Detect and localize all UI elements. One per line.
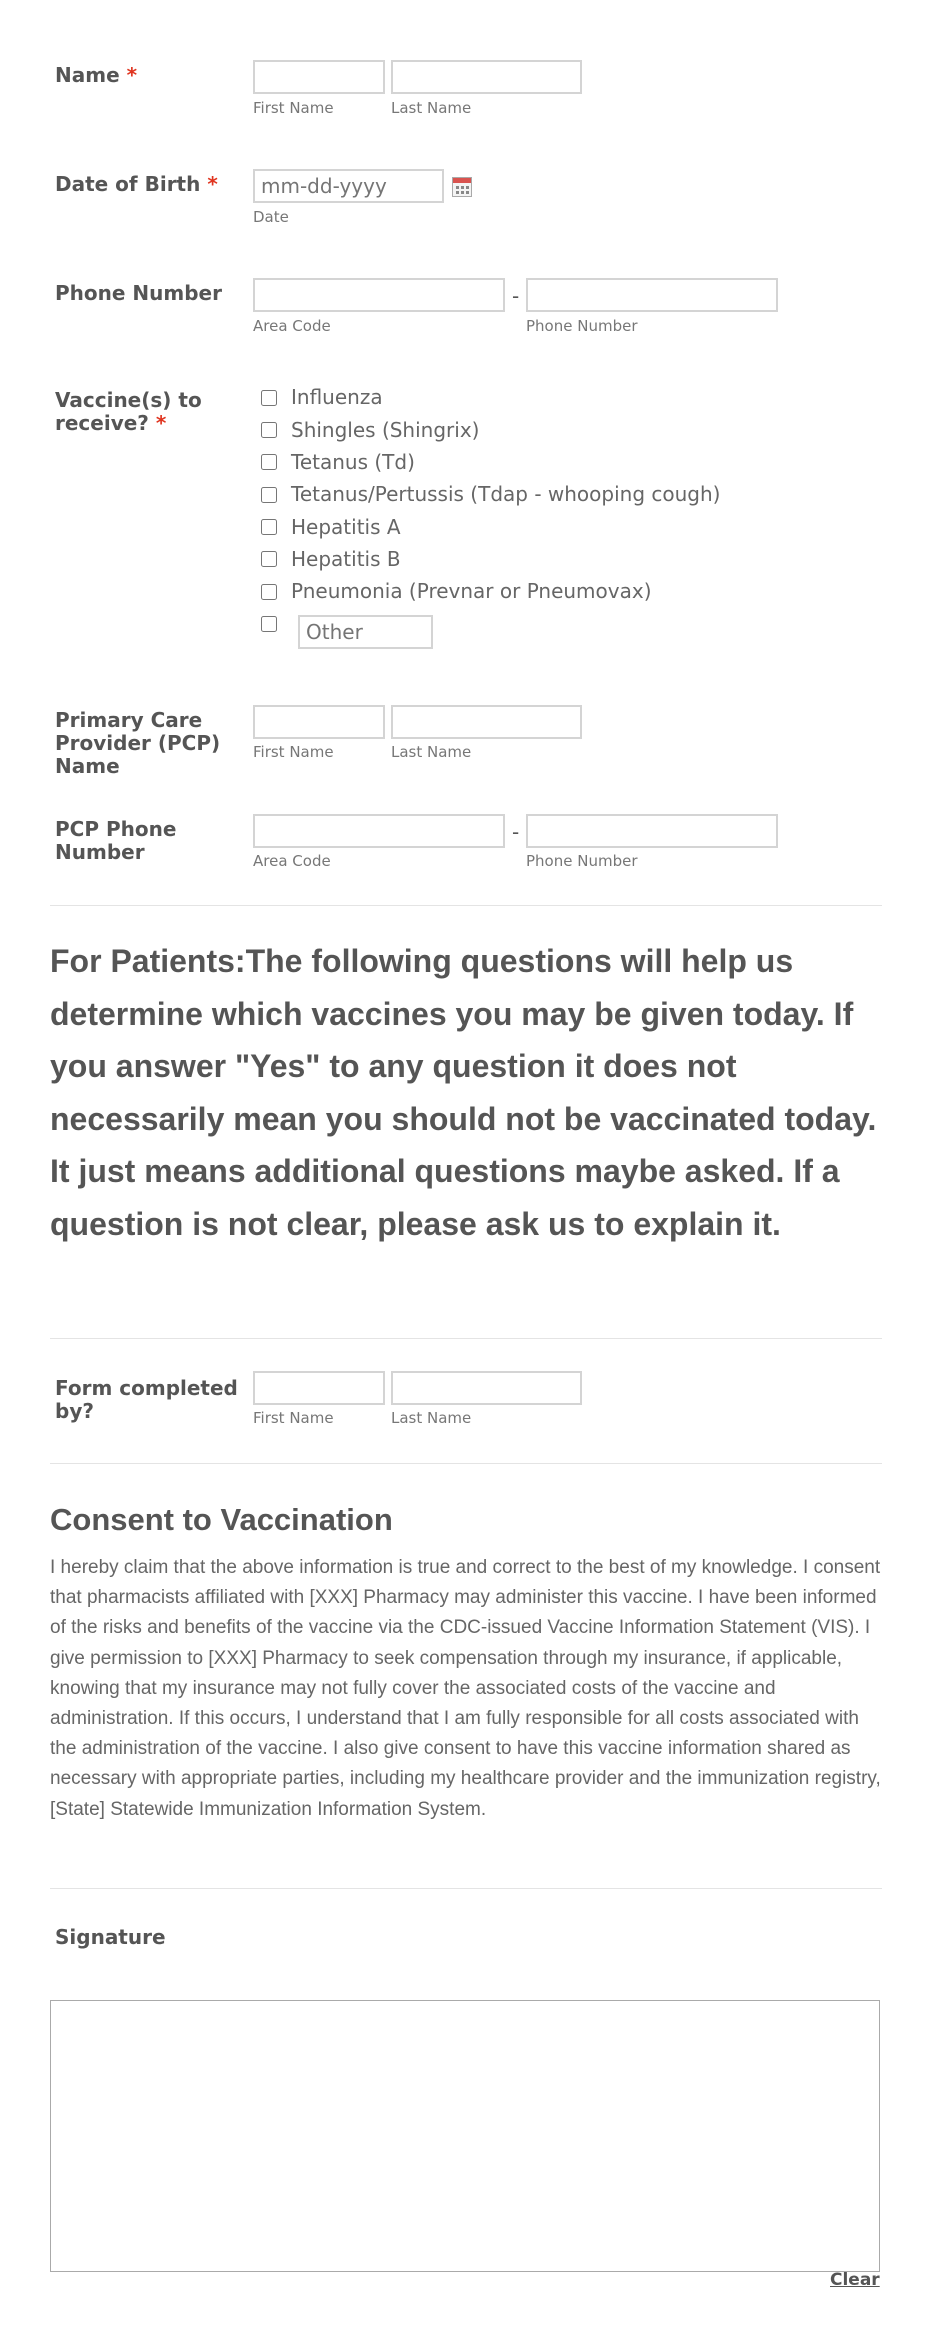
pcp-name-label: Primary Care Provider (PCP) Name: [55, 708, 221, 778]
pcp-last-name-sublabel: Last Name: [391, 743, 472, 761]
pcp-first-name-sublabel: First Name: [253, 743, 334, 761]
last-name-sublabel: Last Name: [391, 99, 472, 117]
area-code-sublabel: Area Code: [253, 317, 331, 335]
dob-input[interactable]: [253, 169, 444, 203]
pcp-first-name-input[interactable]: [253, 705, 385, 739]
pcp-phone-label: PCP Phone Number: [55, 817, 177, 864]
phone-label: Phone Number: [55, 281, 222, 305]
vaccine-checkbox-shingles[interactable]: [261, 422, 277, 438]
vaccine-option-hepatitis-b: Hepatitis B: [291, 547, 401, 571]
first-name-sublabel: First Name: [253, 99, 334, 117]
vaccine-option-shingles: Shingles (Shingrix): [291, 418, 480, 442]
pcp-area-code-input[interactable]: [253, 814, 505, 848]
pcp-last-name-input[interactable]: [391, 705, 582, 739]
completed-by-first-name-input[interactable]: [253, 1371, 385, 1405]
consent-text: I hereby claim that the above information is true and correct to the best of my knowledge. I consent that pharmacists affiliated with [XXX] Pharmacy may administer this vaccine. I have been informed of the risks and benefits of the vaccine via the CDC-issued Vaccine Information Statement (VIS). I give permission to [XXX] Pharmacy to seek compensation through my insurance, if applicable, knowing that my insurance may not fully cover the associated costs of the vaccine and administration. If this occurs, I understand that I am fully responsible for all costs associated with the administration of the vaccine. I also give consent to have this vaccine information shared as necessary with appropriate parties, including my healthcare provider and the immunization registry, [State] Statewide Immunization Information System.: [50, 1557, 881, 1820]
phone-area-code-input[interactable]: [253, 278, 505, 312]
vaccine-option-influenza: Influenza: [291, 385, 383, 409]
vaccine-checkbox-hepatitis-a[interactable]: [261, 519, 277, 535]
vaccine-checkbox-other[interactable]: [261, 616, 277, 632]
dob-sublabel: Date: [253, 208, 289, 226]
vaccine-checkbox-tetanus[interactable]: [261, 454, 277, 470]
calendar-icon[interactable]: [452, 177, 472, 197]
last-name-input[interactable]: [391, 60, 582, 94]
phone-number-sublabel: Phone Number: [526, 317, 638, 335]
signature-label: Signature: [55, 1925, 166, 1949]
vaccine-option-tdap: Tetanus/Pertussis (Tdap - whooping cough): [291, 482, 721, 506]
vaccine-option-tetanus: Tetanus (Td): [291, 450, 415, 474]
required-mark: *: [126, 63, 138, 87]
vaccines-label: Vaccine(s) to receive? *: [55, 388, 202, 435]
vaccine-option-hepatitis-a: Hepatitis A: [291, 515, 401, 539]
required-mark: *: [207, 172, 218, 196]
pcp-phone-number-sublabel: Phone Number: [526, 852, 638, 870]
first-name-input[interactable]: [253, 60, 385, 94]
divider: [50, 1463, 882, 1464]
completed-by-last-name-input[interactable]: [391, 1371, 582, 1405]
pcp-area-code-sublabel: Area Code: [253, 852, 331, 870]
vaccine-option-pneumonia: Pneumonia (Prevnar or Pneumovax): [291, 579, 652, 603]
phone-number-input[interactable]: [526, 278, 778, 312]
pcp-phone-number-input[interactable]: [526, 814, 778, 848]
vaccine-checkbox-tdap[interactable]: [261, 487, 277, 503]
signature-pad[interactable]: [50, 2000, 880, 2272]
phone-separator: -: [512, 284, 520, 308]
clear-signature-button[interactable]: Clear: [830, 2270, 880, 2290]
divider: [50, 905, 882, 906]
patients-heading: For Patients:The following questions will help us determine which vaccines you may be given today. If you answer "Yes" to any question it does not necessarily mean you should not be vaccinated today. It just means additional questions maybe asked. If a question is not clear, please ask us to explain it.: [50, 943, 877, 1242]
completed-by-first-sublabel: First Name: [253, 1409, 334, 1427]
required-mark: *: [155, 411, 167, 435]
dob-label: Date of Birth *: [55, 172, 218, 196]
vaccine-checkbox-pneumonia[interactable]: [261, 584, 277, 600]
divider: [50, 1888, 882, 1889]
consent-title: Consent to Vaccination: [50, 1502, 393, 1537]
vaccine-other-input[interactable]: [298, 615, 433, 649]
vaccine-checkbox-hepatitis-b[interactable]: [261, 551, 277, 567]
divider: [50, 1338, 882, 1339]
completed-by-last-sublabel: Last Name: [391, 1409, 472, 1427]
completed-by-label: Form completed by?: [55, 1376, 238, 1423]
pcp-phone-separator: -: [512, 820, 520, 844]
vaccine-checkbox-influenza[interactable]: [261, 390, 277, 406]
name-label: Name *: [55, 63, 138, 87]
